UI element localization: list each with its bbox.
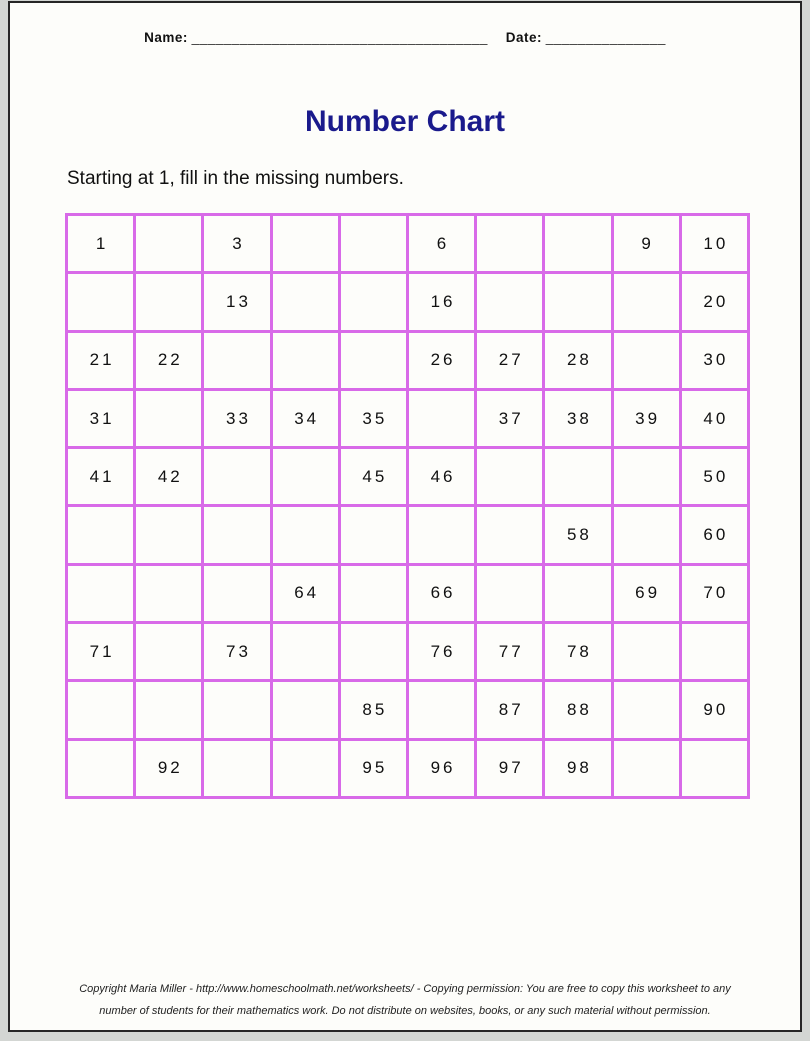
grid-cell-empty — [612, 273, 680, 331]
grid-cell-filled: 26 — [407, 331, 475, 389]
grid-cell-empty — [67, 739, 135, 797]
grid-cell-empty — [135, 623, 203, 681]
grid-cell-empty — [271, 448, 339, 506]
grid-cell-filled: 30 — [680, 331, 748, 389]
date-blank-line: _______________ — [545, 30, 666, 45]
grid-cell-filled: 10 — [680, 215, 748, 273]
grid-cell-filled: 87 — [476, 681, 544, 739]
grid-cell-empty — [67, 506, 135, 564]
grid-cell-filled: 31 — [67, 389, 135, 447]
grid-row — [67, 273, 749, 331]
grid-cell-filled: 16 — [407, 273, 475, 331]
grid-cell-empty — [271, 739, 339, 797]
grid-cell-empty — [135, 506, 203, 564]
grid-cell-filled: 78 — [544, 623, 612, 681]
grid-cell-empty — [680, 739, 748, 797]
grid-cell-filled: 60 — [680, 506, 748, 564]
grid-cell-filled: 71 — [67, 623, 135, 681]
grid-cell-filled: 76 — [407, 623, 475, 681]
grid-cell-filled: 33 — [203, 389, 271, 447]
grid-cell-empty — [612, 623, 680, 681]
grid-cell-filled: 45 — [339, 448, 407, 506]
grid-cell-empty — [544, 564, 612, 622]
grid-cell-empty — [407, 681, 475, 739]
grid-cell-empty — [203, 681, 271, 739]
grid-row — [67, 331, 749, 389]
grid-row — [67, 215, 749, 273]
grid-cell-filled: 3 — [203, 215, 271, 273]
grid-cell-empty — [680, 623, 748, 681]
grid-cell-filled: 90 — [680, 681, 748, 739]
grid-cell-empty — [203, 564, 271, 622]
grid-cell-filled: 96 — [407, 739, 475, 797]
grid-cell-filled: 40 — [680, 389, 748, 447]
grid-cell-filled: 50 — [680, 448, 748, 506]
grid-row — [67, 506, 749, 564]
grid-cell-filled: 66 — [407, 564, 475, 622]
grid-cell-empty — [339, 331, 407, 389]
grid-cell-filled: 73 — [203, 623, 271, 681]
grid-cell-empty — [271, 273, 339, 331]
grid-cell-empty — [339, 506, 407, 564]
grid-cell-empty — [339, 273, 407, 331]
grid-cell-empty — [67, 681, 135, 739]
grid-row — [67, 623, 749, 681]
grid-cell-empty — [271, 331, 339, 389]
grid-cell-filled: 46 — [407, 448, 475, 506]
grid-cell-empty — [135, 389, 203, 447]
grid-cell-filled: 42 — [135, 448, 203, 506]
grid-cell-empty — [612, 331, 680, 389]
grid-row — [67, 739, 749, 797]
grid-cell-empty — [407, 506, 475, 564]
grid-cell-empty — [135, 215, 203, 273]
grid-cell-filled: 34 — [271, 389, 339, 447]
grid-cell-empty — [612, 739, 680, 797]
grid-cell-empty — [135, 564, 203, 622]
copyright-footer — [10, 978, 800, 1022]
grid-cell-empty — [203, 331, 271, 389]
grid-cell-empty — [612, 506, 680, 564]
grid-cell-empty — [67, 564, 135, 622]
grid-cell-filled: 38 — [544, 389, 612, 447]
footer-line-1: Copyright Maria Miller - http://www.homeschoolmath.net/worksheets/ - Copying permission: You are free to copy this worksheet to any — [79, 983, 731, 995]
name-label: Name: — [144, 30, 188, 45]
grid-cell-empty — [135, 273, 203, 331]
date-label: Date: — [505, 30, 542, 45]
grid-cell-empty — [476, 273, 544, 331]
name-date-row — [10, 30, 800, 45]
grid-row — [67, 564, 749, 622]
instruction-text: Starting at 1, fill in the missing numbers. — [67, 168, 404, 189]
grid-cell-filled: 95 — [339, 739, 407, 797]
grid-cell-empty — [203, 739, 271, 797]
grid-row — [67, 681, 749, 739]
grid-cell-filled: 92 — [135, 739, 203, 797]
grid-cell-empty — [612, 681, 680, 739]
grid-cell-filled: 37 — [476, 389, 544, 447]
grid-cell-empty — [67, 273, 135, 331]
grid-row — [67, 448, 749, 506]
grid-cell-filled: 28 — [544, 331, 612, 389]
grid-cell-empty — [476, 448, 544, 506]
grid-cell-filled: 39 — [612, 389, 680, 447]
grid-cell-empty — [612, 448, 680, 506]
grid-cell-empty — [339, 623, 407, 681]
grid-cell-filled: 85 — [339, 681, 407, 739]
grid-cell-empty — [339, 564, 407, 622]
grid-cell-filled: 1 — [67, 215, 135, 273]
grid-cell-filled: 58 — [544, 506, 612, 564]
footer-line-2: number of students for their mathematics work. Do not distribute on websites, books, or any such material without permission. — [99, 1005, 711, 1017]
grid-cell-empty — [476, 564, 544, 622]
grid-cell-empty — [271, 215, 339, 273]
grid-cell-empty — [271, 681, 339, 739]
grid-cell-empty — [339, 215, 407, 273]
grid-cell-filled: 41 — [67, 448, 135, 506]
grid-cell-empty — [544, 215, 612, 273]
grid-cell-empty — [203, 506, 271, 564]
grid-cell-empty — [476, 215, 544, 273]
grid-cell-filled: 70 — [680, 564, 748, 622]
grid-cell-empty — [135, 681, 203, 739]
grid-cell-filled: 98 — [544, 739, 612, 797]
grid-cell-filled: 77 — [476, 623, 544, 681]
grid-cell-filled: 13 — [203, 273, 271, 331]
grid-cell-empty — [203, 448, 271, 506]
grid-cell-filled: 21 — [67, 331, 135, 389]
grid-cell-filled: 22 — [135, 331, 203, 389]
grid-cell-empty — [544, 448, 612, 506]
grid-cell-empty — [544, 273, 612, 331]
grid-cell-filled: 88 — [544, 681, 612, 739]
grid-cell-filled: 64 — [271, 564, 339, 622]
grid-cell-filled: 20 — [680, 273, 748, 331]
grid-cell-filled: 9 — [612, 215, 680, 273]
grid-cell-filled: 6 — [407, 215, 475, 273]
grid-cell-filled: 97 — [476, 739, 544, 797]
page-title: Number Chart — [304, 105, 506, 138]
grid-cell-empty — [271, 623, 339, 681]
worksheet-page — [8, 1, 802, 1032]
grid-cell-empty — [271, 506, 339, 564]
grid-row — [67, 389, 749, 447]
number-grid — [65, 213, 750, 799]
grid-cell-empty — [476, 506, 544, 564]
grid-cell-filled: 35 — [339, 389, 407, 447]
grid-cell-empty — [407, 389, 475, 447]
grid-cell-filled: 27 — [476, 331, 544, 389]
name-blank-line: _____________________________________ — [191, 30, 488, 45]
grid-cell-filled: 69 — [612, 564, 680, 622]
